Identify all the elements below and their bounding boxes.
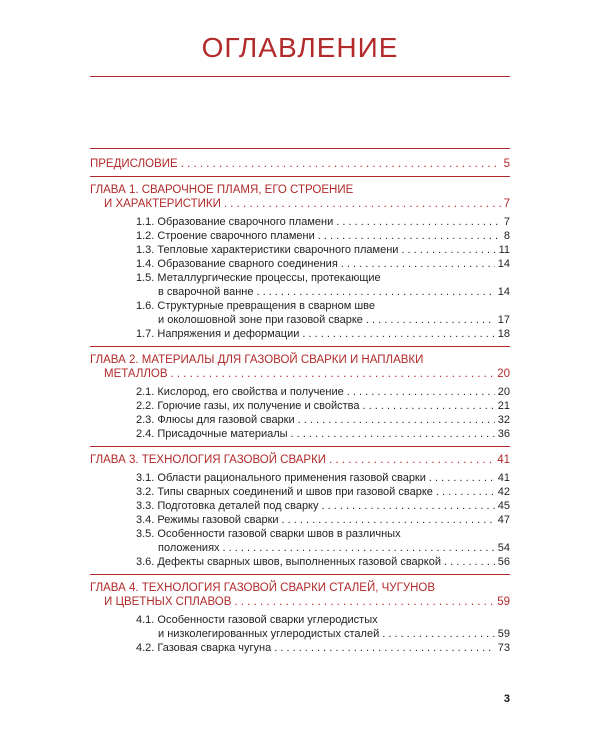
leader-dots — [366, 313, 495, 327]
chapter-1-heading-cont[interactable] — [90, 197, 510, 211]
toc-entry-page: 7 — [503, 216, 510, 228]
toc-entry[interactable] — [90, 627, 510, 641]
toc-entry-first-line[interactable]: 1.6. Структурные превращения в сварном шве — [136, 300, 376, 312]
toc-entry-page: 56 — [497, 556, 510, 568]
title-rule — [90, 76, 510, 77]
leader-dots — [363, 399, 495, 413]
leader-dots — [436, 485, 495, 499]
leader-dots — [298, 413, 495, 427]
toc-entry[interactable] — [90, 229, 510, 243]
toc-entry-label: 3.4. Режимы газовой сварки — [136, 514, 279, 526]
leader-dots — [322, 499, 495, 513]
toc-entry[interactable] — [90, 327, 510, 341]
chapter-page: 20 — [497, 368, 510, 380]
toc-entry[interactable] — [90, 243, 510, 257]
chapter-4-heading-cont[interactable] — [90, 595, 510, 609]
section-divider — [90, 574, 510, 575]
toc-entry-label: 1.2. Строение сварочного пламени — [136, 230, 315, 242]
toc-entry[interactable] — [90, 641, 510, 655]
toc-entry-page: 36 — [497, 428, 510, 440]
leader-dots — [223, 541, 495, 555]
toc-entry-label: в сварочной ванне — [158, 286, 254, 298]
toc-entry-page: 59 — [497, 628, 510, 640]
chapter-page: 41 — [497, 454, 510, 466]
toc-entry-first-line[interactable]: 3.5. Особенности газовой сварки швов в различных — [136, 528, 401, 540]
toc-entry-label: и околошовной зоне при газовой сварке — [158, 314, 363, 326]
toc-entry[interactable] — [90, 257, 510, 271]
chapter-label: МЕТАЛЛОВ — [104, 368, 168, 380]
leader-dots — [347, 385, 495, 399]
toc-entry-label: 3.3. Подготовка деталей под сварку — [136, 500, 319, 512]
toc-entry-page: 14 — [497, 286, 510, 298]
toc-entry[interactable] — [90, 313, 510, 327]
toc-entry-label: положениях — [158, 542, 220, 554]
toc-entry-label: 3.6. Дефекты сварных швов, выполненных газовой сваркой — [136, 556, 441, 568]
toc-entry-label: 1.1. Образование сварочного пламени — [136, 216, 334, 228]
leader-dots — [444, 555, 495, 569]
toc-entry-label: 3.1. Области рационального применения газовой сварки — [136, 472, 426, 484]
toc-entry-label: и низколегированных углеродистых сталей — [158, 628, 380, 640]
toc-entry[interactable] — [90, 399, 510, 413]
toc-entry-page: 8 — [503, 230, 510, 242]
toc-entry-preface[interactable] — [90, 157, 510, 171]
toc-entry-first-line[interactable]: 1.5. Металлургические процессы, протекающие — [136, 272, 381, 284]
page-number: 3 — [503, 693, 510, 705]
chapter-label: И ХАРАКТЕРИСТИКИ — [104, 198, 221, 210]
toc-entry-label: 4.2. Газовая сварка чугуна — [136, 642, 272, 654]
section-divider — [90, 346, 510, 347]
chapter-page: 7 — [503, 198, 510, 210]
leader-dots — [181, 157, 501, 171]
toc-entry[interactable] — [90, 555, 510, 569]
leader-dots — [341, 257, 495, 271]
toc-entry-label: 2.2. Горючие газы, их получение и свойства — [136, 400, 360, 412]
chapter-4-heading[interactable]: ГЛАВА 4. ТЕХНОЛОГИЯ ГАЗОВОЙ СВАРКИ СТАЛЕЙ, ЧУГУНОВ — [90, 582, 436, 594]
toc-entry[interactable] — [90, 541, 510, 555]
toc-entry-label: ПРЕДИСЛОВИЕ — [90, 158, 178, 170]
leader-dots — [224, 197, 501, 211]
toc-entry-page: 45 — [497, 500, 510, 512]
toc-entry-page: 17 — [497, 314, 510, 326]
toc-entry-first-line[interactable]: 4.1. Особенности газовой сварки углеродистых — [136, 614, 378, 626]
toc-entry-page: 54 — [497, 542, 510, 554]
leader-dots — [302, 327, 494, 341]
leader-dots — [318, 229, 501, 243]
toc-entry[interactable] — [90, 427, 510, 441]
leader-dots — [401, 243, 495, 257]
toc-entry[interactable] — [90, 499, 510, 513]
toc-entry-label: 2.1. Кислород, его свойства и получение — [136, 386, 344, 398]
chapter-2-heading-cont[interactable] — [90, 367, 510, 381]
toc-entry-page: 11 — [498, 244, 510, 256]
toc-entry-page: 20 — [497, 386, 510, 398]
section-divider — [90, 446, 510, 447]
toc-entry-page: 32 — [497, 414, 510, 426]
toc-entry-label: 3.2. Типы сварных соединений и швов при газовой сварке — [136, 486, 433, 498]
page-title: ОГЛАВЛЕНИЕ — [201, 32, 399, 63]
toc-entry-page: 5 — [503, 158, 510, 170]
toc-entry-page: 14 — [497, 258, 510, 270]
chapter-page: 59 — [497, 596, 510, 608]
leader-dots — [171, 367, 495, 381]
toc-entry-page: 41 — [497, 472, 510, 484]
toc-entry[interactable] — [90, 385, 510, 399]
chapter-1-heading[interactable]: ГЛАВА 1. СВАРОЧНОЕ ПЛАМЯ, ЕГО СТРОЕНИЕ — [90, 184, 354, 196]
toc-entry-label: 1.7. Напряжения и деформации — [136, 328, 300, 340]
toc-entry[interactable] — [90, 215, 510, 229]
chapter-2-heading[interactable]: ГЛАВА 2. МАТЕРИАЛЫ ДЛЯ ГАЗОВОЙ СВАРКИ И НАПЛАВКИ — [90, 354, 424, 366]
leader-dots — [382, 627, 495, 641]
chapter-3-heading[interactable] — [90, 453, 510, 467]
toc-entry-page: 18 — [497, 328, 510, 340]
toc-entry-page: 47 — [497, 514, 510, 526]
leader-dots — [429, 471, 495, 485]
leader-dots — [234, 595, 494, 609]
chapter-label: И ЦВЕТНЫХ СПЛАВОВ — [104, 596, 232, 608]
leader-dots — [256, 285, 494, 299]
toc-entry-label: 1.3. Тепловые характеристики сварочного пламени — [136, 244, 399, 256]
toc-entry[interactable] — [90, 513, 510, 527]
leader-dots — [329, 453, 494, 467]
leader-dots — [336, 215, 501, 229]
leader-dots — [274, 641, 495, 655]
toc-entry[interactable] — [90, 413, 510, 427]
leader-dots — [291, 427, 495, 441]
toc-entry-page: 42 — [497, 486, 510, 498]
toc-entry-label: 2.4. Присадочные материалы — [136, 428, 288, 440]
toc-entry[interactable] — [90, 285, 510, 299]
toc-entry[interactable] — [90, 485, 510, 499]
toc-top-rule — [90, 148, 510, 149]
toc-entry-label: 1.4. Образование сварного соединения — [136, 258, 338, 270]
toc-entry-label: 2.3. Флюсы для газовой сварки — [136, 414, 295, 426]
table-of-contents — [90, 157, 510, 655]
toc-entry[interactable] — [90, 471, 510, 485]
toc-entry-page: 21 — [497, 400, 510, 412]
leader-dots — [282, 513, 495, 527]
toc-entry-page: 73 — [497, 642, 510, 654]
chapter-label: ГЛАВА 3. ТЕХНОЛОГИЯ ГАЗОВОЙ СВАРКИ — [90, 454, 327, 466]
section-divider — [90, 176, 510, 177]
